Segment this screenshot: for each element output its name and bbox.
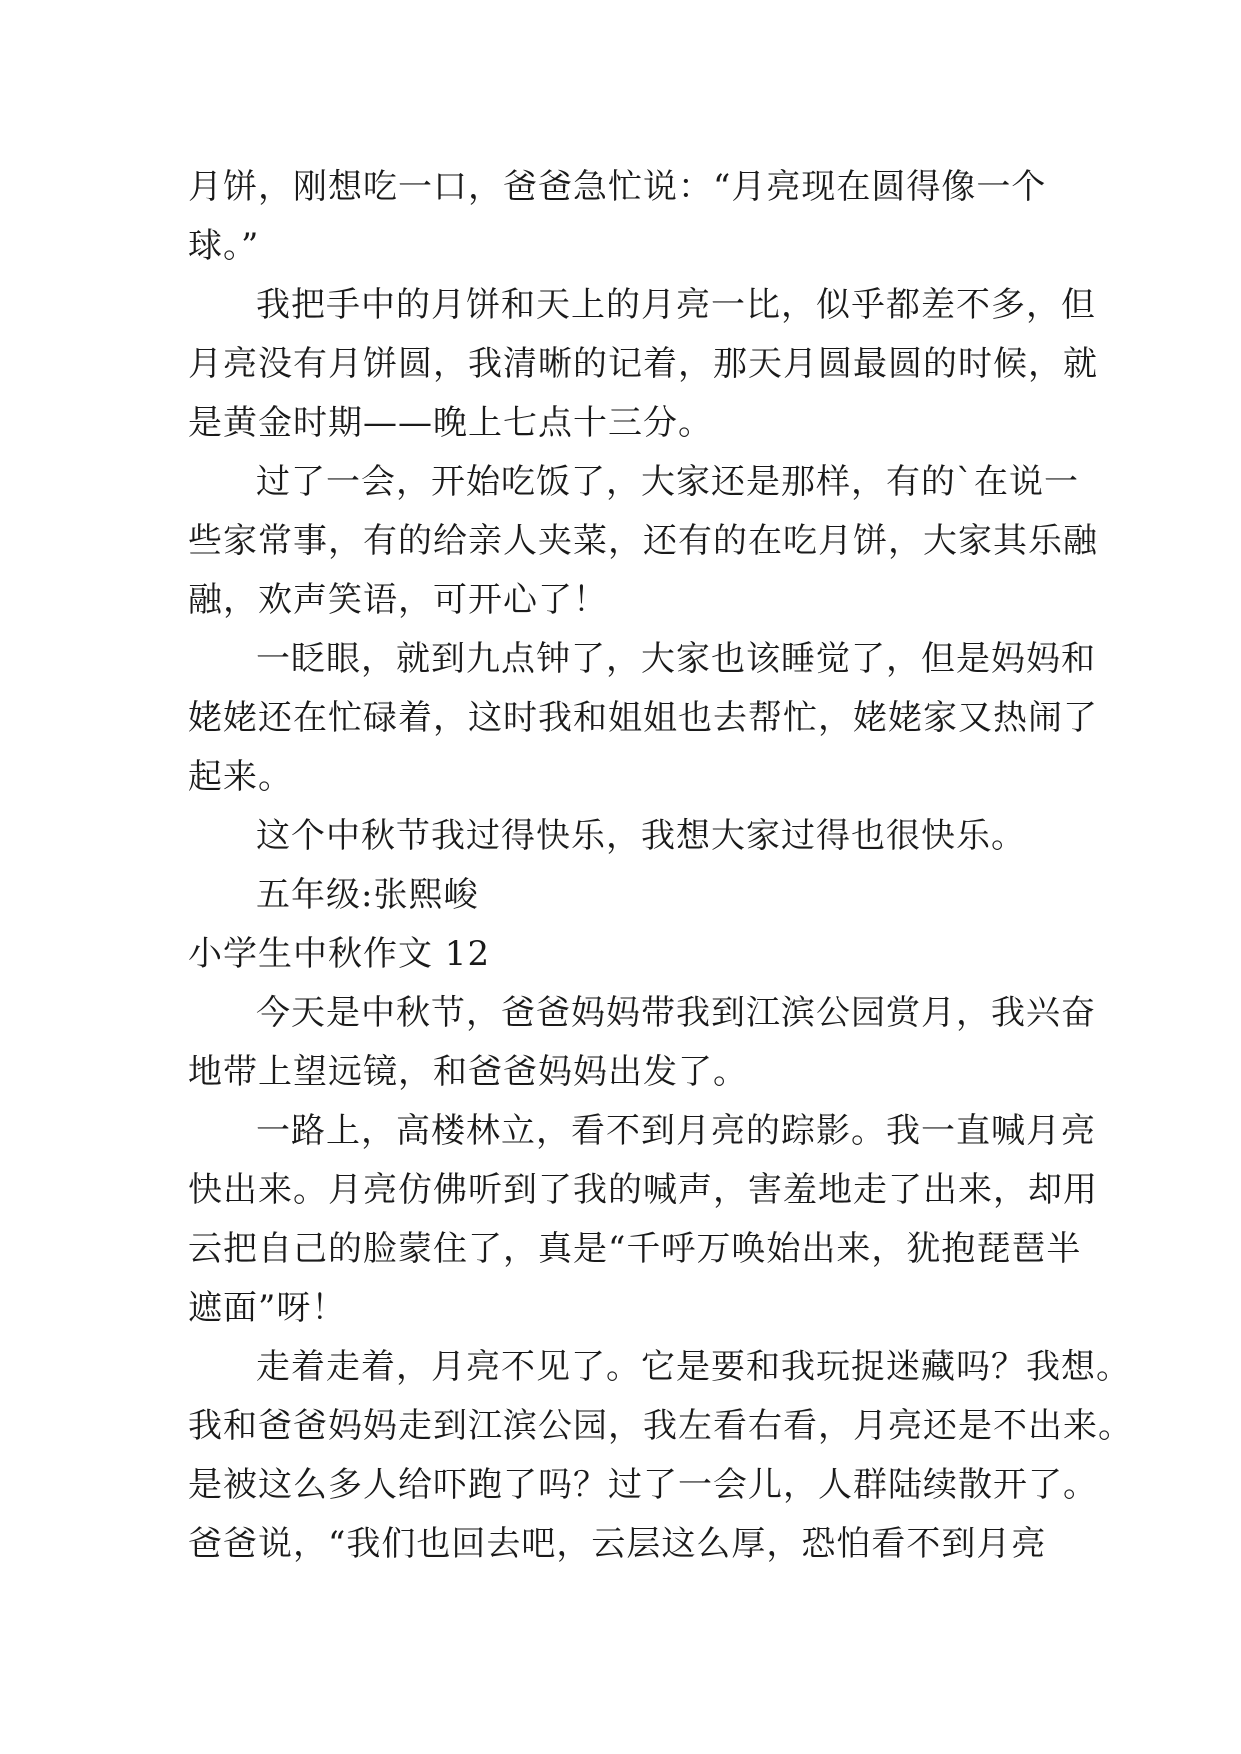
text-line: 一路上，高楼林立，看不到月亮的踪影。我一直喊月亮: [256, 1111, 1096, 1151]
paragraph: [188, 453, 1098, 630]
section-title: 小学生中秋作文 12: [188, 934, 491, 974]
text-line: 姥姥还在忙碌着，这时我和姐姐也去帮忙，姥姥家又热闹了: [188, 698, 1098, 738]
text-line: 起来。: [188, 757, 293, 797]
text-line: 月饼，刚想吃一口，爸爸急忙说：“月亮现在圆得像一个: [188, 167, 1047, 207]
paragraph: [188, 1102, 1098, 1338]
text-line: 今天是中秋节，爸爸妈妈带我到江滨公园赏月，我兴奋: [256, 993, 1096, 1033]
paragraph: [188, 630, 1098, 807]
text-line: 我和爸爸妈妈走到江滨公园，我左看右看，月亮还是不出来。: [188, 1406, 1133, 1446]
text-line: 这个中秋节我过得快乐，我想大家过得也很快乐。: [256, 816, 1026, 856]
author-line: [188, 866, 1088, 925]
text-line: 快出来。月亮仿佛听到了我的喊声，害羞地走了出来，却用: [188, 1170, 1098, 1210]
text-line: 五年级:张熙峻: [256, 875, 479, 915]
text-line: 地带上望远镜，和爸爸妈妈出发了。: [188, 1052, 748, 1092]
paragraph: [188, 276, 1098, 453]
text-line: 球。”: [188, 226, 260, 266]
paragraph: [188, 1338, 1133, 1574]
paragraph: [188, 984, 1096, 1102]
text-line: 些家常事，有的给亲人夹菜，还有的在吃月饼，大家其乐融: [188, 521, 1098, 561]
text-line: 是被这么多人给吓跑了吗？过了一会儿，人群陆续散开了。: [188, 1465, 1098, 1505]
text-line: 月亮没有月饼圆，我清晰的记着，那天月圆最圆的时候，就: [188, 344, 1098, 384]
text-line: 融，欢声笑语，可开心了！: [188, 580, 608, 620]
text-line: 云把自己的脸蒙住了，真是“千呼万唤始出来，犹抱琵琶半: [188, 1229, 1082, 1269]
text-line: 是黄金时期——晚上七点十三分。: [188, 403, 713, 443]
paragraph: [188, 807, 1088, 866]
text-line: 我把手中的月饼和天上的月亮一比，似乎都差不多，但: [256, 285, 1096, 325]
document-body: [188, 158, 1133, 1574]
text-line: 遮面”呀！: [188, 1288, 347, 1328]
text-line: 过了一会，开始吃饭了，大家还是那样，有的`在说一: [256, 462, 1079, 502]
text-line: 走着走着，月亮不见了。它是要和我玩捉迷藏吗？我想。: [256, 1347, 1131, 1387]
text-line: 爸爸说，“我们也回去吧，云层这么厚，恐怕看不到月亮: [188, 1524, 1047, 1564]
paragraph: [188, 158, 1088, 276]
text-line: 一眨眼，就到九点钟了，大家也该睡觉了，但是妈妈和: [256, 639, 1096, 679]
